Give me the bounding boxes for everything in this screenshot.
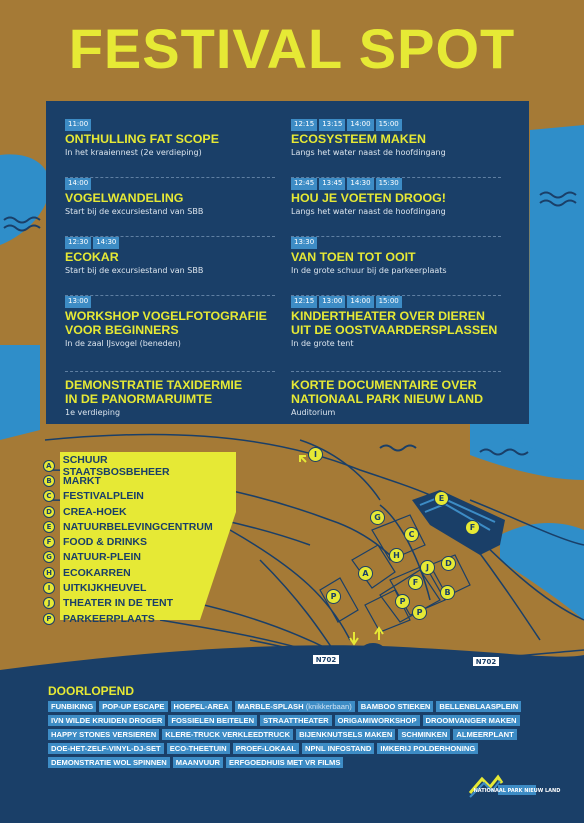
road-sign: N702 [472,656,500,667]
program-event [291,296,501,372]
activity-chip [235,701,355,712]
event-times [291,178,501,190]
activity-label: MAANVUUR [175,758,221,767]
activity-chip [398,729,450,740]
activity-label: DROOMVANGER MAKEN [425,716,517,725]
legend-item [43,611,213,626]
legend-item [43,550,213,565]
time-badge: 15:00 [376,296,402,308]
program-event [291,378,501,436]
activity-label: PROEF-LOKAAL [235,744,296,753]
event-title: ECOSYSTEEM MAKEN [291,132,426,146]
activity-chip [377,743,478,754]
map-marker-c: C [404,527,419,542]
event-title: ONTHULLING FAT SCOPE [65,132,219,146]
program-event [291,178,501,237]
activity-label: HOEPEL-AREA [173,702,229,711]
map-marker-g: G [370,510,385,525]
map-marker-j: J [420,560,435,575]
activity-chip [48,757,170,768]
activity-chip [260,715,332,726]
event-location: Start bij de excursiestand van SBB [65,207,204,216]
water-left [0,154,50,245]
legend-label: FESTIVALPLEIN [63,490,144,503]
activity-chip [226,757,343,768]
activity-chip [48,715,165,726]
activity-label: BIJENKNUTSELS MAKEN [299,730,393,739]
legend-label: FOOD & DRINKS [63,536,147,549]
legend-item [43,565,213,580]
activity-chip [48,729,159,740]
location-marker-icon: I [43,582,55,594]
map-marker-f: F [408,575,423,590]
activity-label: MARBLE-SPLASH [237,702,304,711]
event-title: VOGELWANDELING [65,191,184,205]
activity-label: BELLENBLAASPLEIN [439,702,519,711]
location-marker-icon: C [43,490,55,502]
event-times [65,237,275,249]
time-badge: 12:15 [291,119,317,131]
map-marker-d: D [441,556,456,571]
legend-label: NATUURBELEVINGCENTRUM [63,520,213,533]
time-badge: 14:30 [347,178,373,190]
event-location: Start bij de excursiestand van SBB [65,266,204,275]
activity-label: SCHMINKEN [401,730,448,739]
time-badge: 13:00 [65,296,91,308]
activity-label: DEMONSTRATIE WOL SPINNEN [51,758,167,767]
legend-item [43,504,213,519]
legend-item [43,519,213,534]
activity-note: (knikkerbaan) [305,702,352,711]
legend-label: THEATER IN DE TENT [63,597,174,610]
event-location: In de grote schuur bij de parkeerplaats [291,266,447,275]
map-marker-a: A [358,566,373,581]
event-title: HOU JE VOETEN DROOG! [291,191,446,205]
event-title: KORTE DOCUMENTAIRE OVER NATIONAAL PARK NIEUW LAND [291,378,484,406]
arrow-icon [300,456,306,462]
location-marker-icon: B [43,475,55,487]
activity-label: ALMEERPLANT [456,730,514,739]
time-badge: 14:00 [347,119,373,131]
event-title: WORKSHOP VOGELFOTOGRAFIE VOOR BEGINNERS [65,309,267,337]
legend-label: CREA-HOEK [63,505,127,518]
activity-label: FOSSIELEN BEITELEN [171,716,255,725]
ongoing-title: DOORLOPEND [48,684,135,698]
event-location: Langs het water naast de hoofdingang [291,148,446,157]
location-marker-icon: G [43,551,55,563]
ongoing-section [0,670,584,823]
activity-chip [99,701,167,712]
activity-label: BAMBOO STIEKEN [360,702,431,711]
activity-label: STRAATTHEATER [263,716,329,725]
time-badge: 14:00 [347,296,373,308]
location-marker-icon: F [43,536,55,548]
wave-mark [380,446,416,451]
legend-item [43,473,213,488]
ongoing-activities [48,701,553,768]
activity-label: IVN WILDE KRUIDEN DROGER [51,716,163,725]
map-marker-p: P [395,594,410,609]
time-badge: 12:15 [291,296,317,308]
time-badge: 12:45 [291,178,317,190]
activity-label: POP-UP ESCAPE [102,702,165,711]
event-location: Langs het water naast de hoofdingang [291,207,446,216]
program-event [65,178,275,237]
activity-chip [423,715,520,726]
time-badge: 14:00 [65,178,91,190]
program-event [65,119,275,178]
legend-label: SCHUUR STAATSBOSBEHEER [62,453,170,478]
arrow-icon [375,628,383,640]
time-badge: 15:30 [376,178,402,190]
activity-chip [167,743,230,754]
event-times [65,178,275,190]
event-title: ECOKAR [65,250,119,264]
activity-label: KLERE-TRUCK VERKLEEDTRUCK [165,730,291,739]
legend-list [43,453,213,626]
event-times [65,296,275,308]
program-event [65,237,275,296]
time-badge: 13:15 [319,119,345,131]
map-marker-p: P [326,589,341,604]
legend-label: MARKT [63,474,101,487]
legend-item [43,534,213,549]
activity-label: ECO-THEETUIN [169,744,227,753]
event-location: In de grote tent [291,339,354,348]
activity-chip [48,743,164,754]
activity-label: ERFGOEDHUIS MET VR FILMS [229,758,341,767]
activity-chip [436,701,521,712]
map-marker-h: H [389,548,404,563]
map-marker-f: F [465,520,480,535]
activity-chip [173,757,223,768]
time-badge: 15:00 [376,119,402,131]
event-location: In de zaal IJsvogel (beneden) [65,339,181,348]
legend-item [43,489,213,504]
activity-chip [48,701,96,712]
activity-label: ORIGAMIWORKSHOP [337,716,417,725]
activity-chip [168,715,257,726]
activity-label: NPNL INFOSTAND [304,744,372,753]
event-title: KINDERTHEATER OVER DIEREN UIT DE OOSTVAARDERSPLASSEN [291,309,498,337]
activity-label: IMKERIJ POLDERHONING [380,744,476,753]
activity-chip [335,715,420,726]
activity-label: FUNBIKING [51,702,94,711]
location-marker-icon: P [43,613,55,625]
logo-text: NATIONAAL PARK NIEUW LAND [473,788,561,794]
map-marker-b: B [440,585,455,600]
location-marker-icon: D [43,506,55,518]
location-marker-icon: E [43,521,55,533]
location-marker-icon: J [43,597,55,609]
activity-chip [233,743,299,754]
location-marker-icon: A [43,460,55,472]
legend-item [43,580,213,595]
event-location: 1e verdieping [65,408,121,417]
program-column-left [65,119,275,436]
program-event [291,237,501,296]
water-left-lower [0,345,40,440]
event-title: DEMONSTRATIE TAXIDERMIE IN DE PANORMARUIMTE [65,378,243,406]
program-event [65,296,275,372]
arrow-icon [350,632,358,644]
time-badge: 13:30 [291,237,317,249]
road-sign: N702 [312,654,340,665]
activity-chip [296,729,395,740]
time-badge: 13:45 [319,178,345,190]
legend-label: UITKIJKHEUVEL [63,582,147,595]
program-column-right [291,119,501,436]
legend-label: ECOKARREN [63,566,131,579]
event-times [65,119,275,131]
legend-item [43,596,213,611]
national-park-logo [468,773,561,799]
event-location: In het kraaiennest (2e verdieping) [65,148,202,157]
location-marker-icon: H [43,567,55,579]
activity-label: HAPPY STONES VERSIEREN [51,730,157,739]
time-badge: 11:00 [65,119,91,131]
map-marker-p: P [412,605,427,620]
activity-chip [453,729,516,740]
visitor-centre-building [412,490,505,555]
time-badge: 13:00 [319,296,345,308]
time-badge: 12:30 [65,237,91,249]
activity-chip [358,701,434,712]
activity-chip [162,729,293,740]
event-title: VAN TOEN TOT OOIT [291,250,416,264]
program-event [291,119,501,178]
legend-label: NATUUR-PLEIN [63,551,141,564]
program-panel [46,101,529,424]
event-times [291,296,501,308]
activity-chip [171,701,232,712]
activity-chip [302,743,374,754]
program-event [65,378,275,436]
map-marker-i: I [308,447,323,462]
activity-label: DOE-HET-ZELF-VINYL-DJ-SET [51,744,161,753]
legend-item [43,453,213,478]
event-times [291,237,501,249]
event-times [291,119,501,131]
legend-label: PARKEERPLAATS [63,612,155,625]
event-location: Auditorium [291,408,336,417]
time-badge: 14:30 [93,237,119,249]
poster-title: FESTIVAL SPOT [68,17,516,80]
map-marker-e: E [434,491,449,506]
